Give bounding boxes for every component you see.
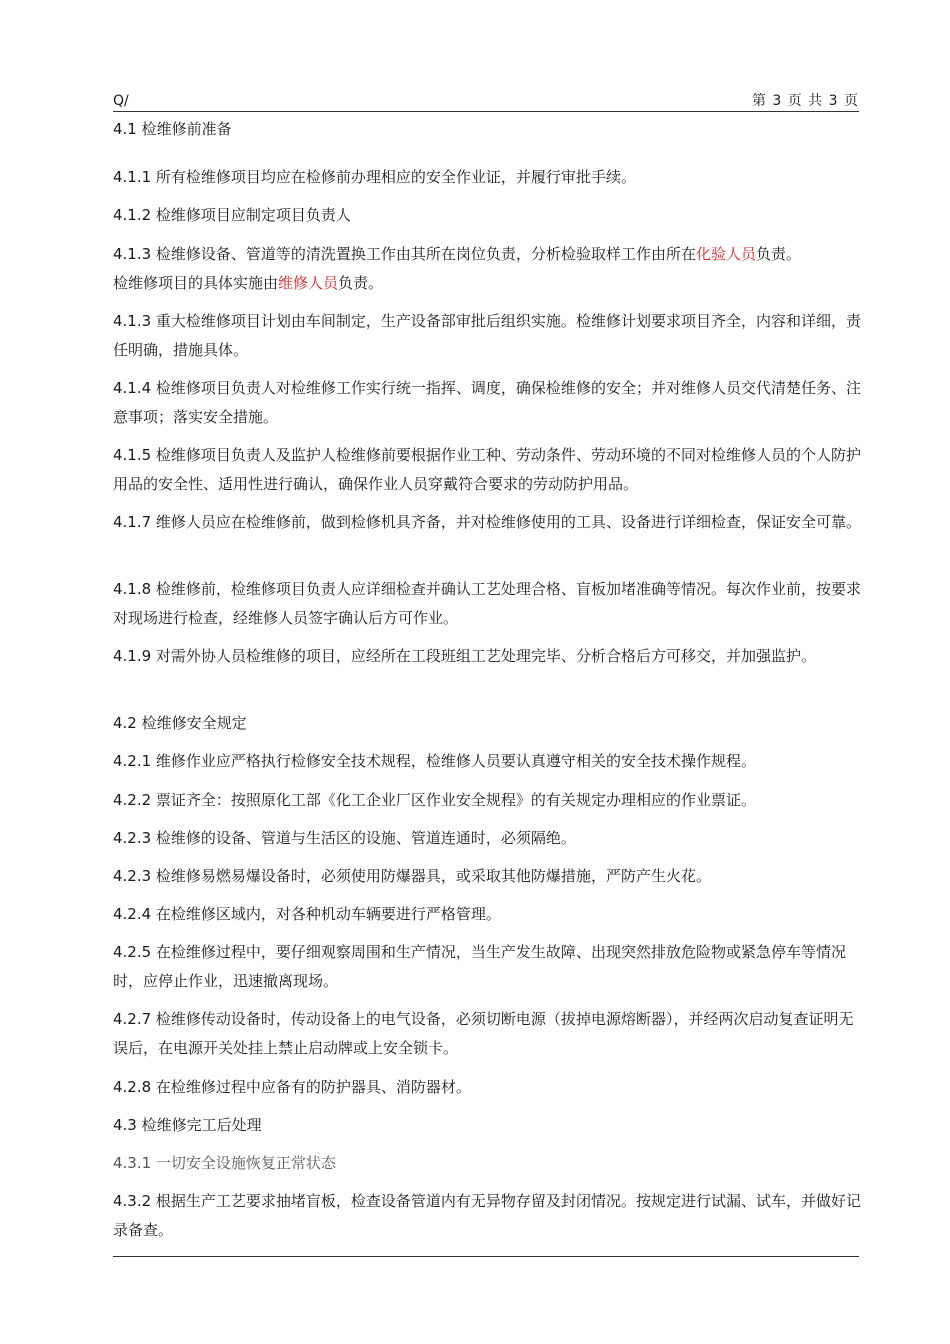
paragraph: 4.2.3 检维修的设备、管道与生活区的设施、管道连通时，必须隔绝。 <box>113 829 576 847</box>
paragraph: 4.1.8 检维修前，检维修项目负责人应详细检查并确认工艺处理合格、盲板加堵准确等情况。每次作业前，按要求对现场进行检查，经维修人员签字确认后方可作业。 <box>113 580 861 627</box>
paragraph: 4.1.5 检维修项目负责人及监护人检维修前要根据作业工种、劳动条件、劳动环境的不同对检维修人员的个人防护用品的安全性、适用性进行确认，确保作业人员穿戴符合要求的劳动防护用品。 <box>113 446 861 493</box>
paragraph: 4.1.4 检维修项目负责人对检维修工作实行统一指挥、调度，确保检维修的安全；并对维修人员交代清楚任务、注意事项；落实安全措施。 <box>113 379 861 426</box>
paragraph: 4.2.2 票证齐全：按照原化工部《化工企业厂区作业安全规程》的有关规定办理相应的作业票证。 <box>113 791 756 809</box>
highlight-lab-staff: 化验人员 <box>695 245 756 263</box>
footer-divider <box>113 1256 859 1257</box>
paragraph: 4.2.3 检维修易燃易爆设备时，必须使用防爆器具，或采取其他防爆措施，严防产生火花。 <box>113 867 711 885</box>
paragraph: 4.2.4 在检维修区域内，对各种机动车辆要进行严格管理。 <box>113 905 501 923</box>
paragraph: 4.1.3 重大检维修项目计划由车间制定，生产设备部审批后组织实施。检维修计划要求项目齐全，内容和详细，责任明确，措施具体。 <box>113 312 861 359</box>
paragraph: 4.1.7 维修人员应在检维修前，做到检修机具齐备，并对检维修使用的工具、设备进行详细检查，保证安全可靠。 <box>113 513 861 531</box>
paragraph: 4.2.5 在检维修过程中，要仔细观察周围和生产情况，当生产发生故障、出现突然排放危险物或紧急停车等情况时，应停止作业，迅速撤离现场。 <box>113 943 846 990</box>
paragraph-4-1-3-line2: 检维修项目的具体实施由维修人员负责。 <box>113 274 384 292</box>
doc-code: Q/ <box>113 93 129 109</box>
paragraph-4-1-3-line1: 4.1.3 检维修设备、管道等的清洗置换工作由其所在岗位负责，分析检验取样工作由所在化验人员负责。 <box>113 245 801 263</box>
page-number: 第 3 页 共 3 页 <box>751 93 859 109</box>
paragraph: 4.2.1 维修作业应严格执行检修安全技术规程，检维修人员要认真遵守相关的安全技术操作规程。 <box>113 752 756 770</box>
section-heading: 4.2 检维修安全规定 <box>113 714 247 732</box>
paragraph: 4.2.8 在检维修过程中应备有的防护器具、消防器材。 <box>113 1078 471 1096</box>
highlight-maintenance-staff: 维修人员 <box>278 274 339 292</box>
page-header <box>113 91 859 111</box>
paragraph: 4.2.7 检维修传动设备时，传动设备上的电气设备，必须切断电源（拔掉电源熔断器），并经两次启动复查证明无误后，在电源开关处挂上禁止启动牌或上安全锁卡。 <box>113 1010 854 1057</box>
paragraph: 4.3.2 根据生产工艺要求抽堵盲板，检查设备管道内有无异物存留及封闭情况。按规定进行试漏、试车，并做好记录备查。 <box>113 1192 861 1239</box>
paragraph: 4.3.1 一切安全设施恢复正常状态 <box>113 1154 336 1172</box>
section-heading: 4.1 检维修前准备 <box>113 120 232 138</box>
paragraph: 4.1.9 对需外协人员检维修的项目，应经所在工段班组工艺处理完毕、分析合格后方可移交，并加强监护。 <box>113 647 816 665</box>
paragraph: 4.1.2 检维修项目应制定项目负责人 <box>113 206 351 224</box>
paragraph: 4.1.1 所有检维修项目均应在检修前办理相应的安全作业证，并履行审批手续。 <box>113 168 636 186</box>
header-divider <box>113 111 859 112</box>
section-heading: 4.3 检维修完工后处理 <box>113 1116 262 1134</box>
